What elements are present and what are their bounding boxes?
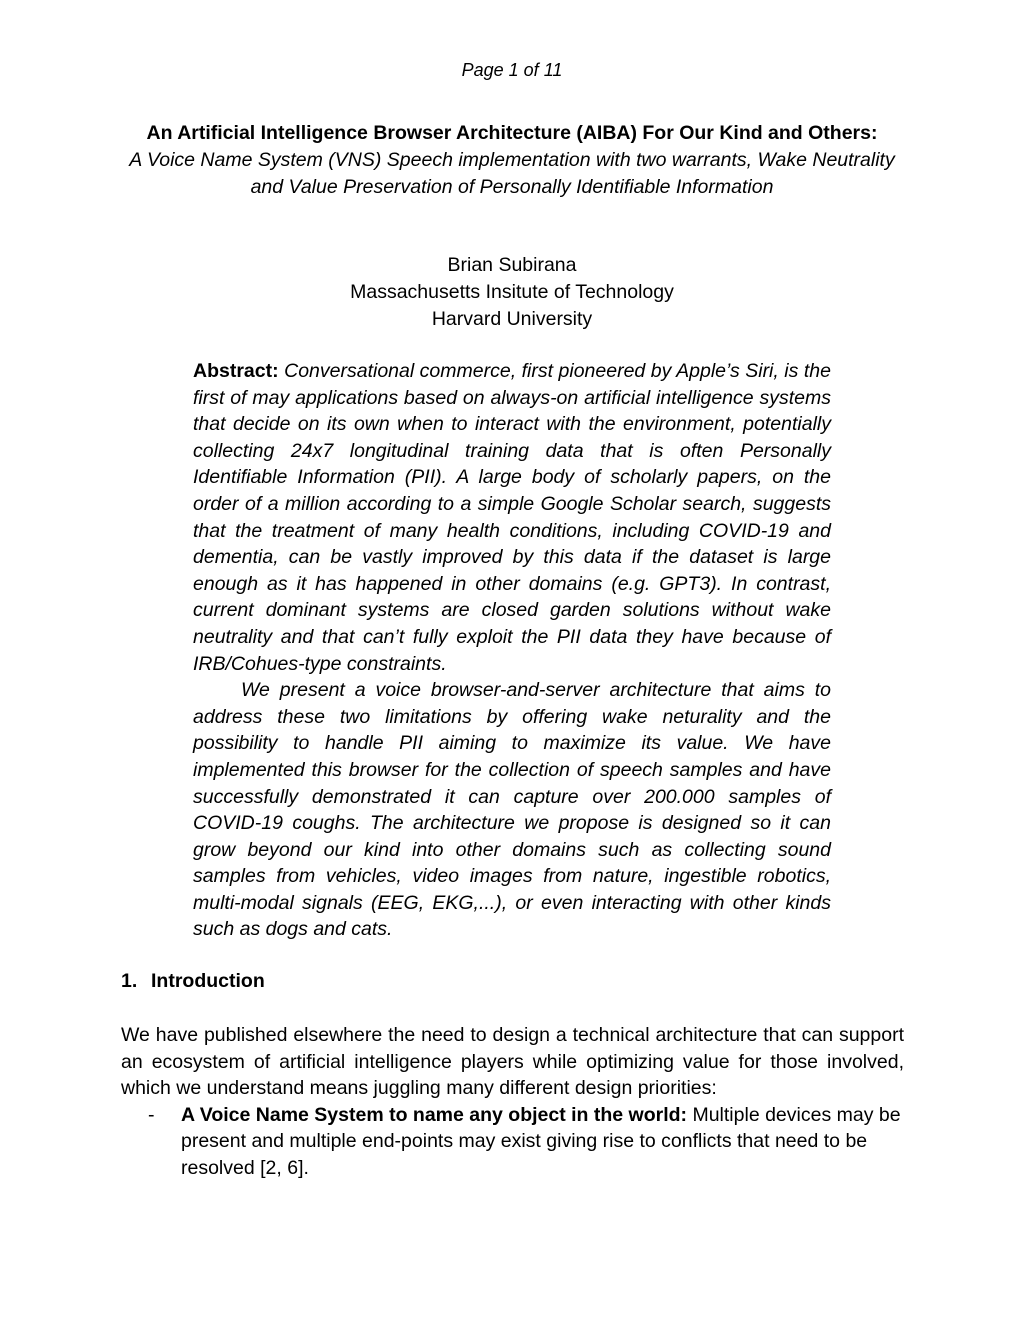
paper-subtitle: A Voice Name System (VNS) Speech implementation with two warrants, Wake Neutrality and Value Preservation of Personally Identifiable Information (129, 149, 895, 198)
abstract-paragraph (193, 358, 831, 677)
section-heading (121, 968, 265, 995)
section-number: 1. (121, 970, 138, 992)
priority-list (121, 1102, 904, 1182)
abstract (193, 358, 831, 943)
author-affiliation: Harvard University (431, 308, 593, 330)
introduction-paragraph: We have published elsewhere the need to design a technical architecture that can support an ecosystem of artificial intelligence players while optimizing value for those involved, which we understand means juggling many different design priorities: (121, 1024, 904, 1100)
paper-title: An Artificial Intelligence Browser Architecture (AIBA) For Our Kind and Others: (146, 122, 878, 144)
section-title: Introduction (151, 970, 265, 992)
list-item (121, 1102, 904, 1182)
bullet-marker: - (148, 1103, 155, 1126)
bullet-text: Multiple devices may be present and multiple end-points may exist giving rise to conflicts that need to be resolved [2, 6]. (181, 1103, 901, 1179)
abstract-paragraph: We present a voice browser-and-server architecture that aims to address these two limitations by offering wake neturality and the possibility to handle PII aiming to maximize its value. We have implemented this browser for the collection of speech samples and have successfully demonstrated it can capture over 200.000 samples of COVID-19 coughs. The architecture we propose is designed so it can grow beyond our kind into other domains such as collecting sound samples from vehicles, video images from nature, ingestible robotics, multi-modal signals (EEG, EKG,...), or even interacting with other kinds such as dogs and cats. (193, 679, 831, 941)
abstract-label: Abstract: (193, 360, 279, 382)
abstract-text: Conversational commerce, first pioneered by Apple’s Siri, is the first of may applications based on always-on artificial intelligence systems that decide on its own when to interact with the environment, potentially collecting 24x7 longitudinal training data that is often Personally Identifiable Information (PII). A large body of scholarly papers, on the order of a million according to a simple Google Scholar search, suggests that the treatment of many health conditions, including COVID-19 and dementia, can be vastly improved by this data if the dataset is large enough as it has happened in other domains (e.g. GPT3). In contrast, current dominant systems are closed garden solutions without wake neutrality and that can’t fully exploit the PII data they have because of IRB/Cohues-type constraints. (193, 360, 831, 675)
introduction-body (121, 1022, 904, 1182)
author-block (0, 252, 1024, 333)
author-affiliation: Massachusetts Insitute of Technology (350, 281, 674, 303)
page-number: Page 1 of 11 (461, 60, 563, 80)
title-block (112, 120, 912, 201)
bullet-lead: A Voice Name System to name any object in the world: (181, 1103, 688, 1126)
author-name: Brian Subirana (447, 254, 577, 276)
